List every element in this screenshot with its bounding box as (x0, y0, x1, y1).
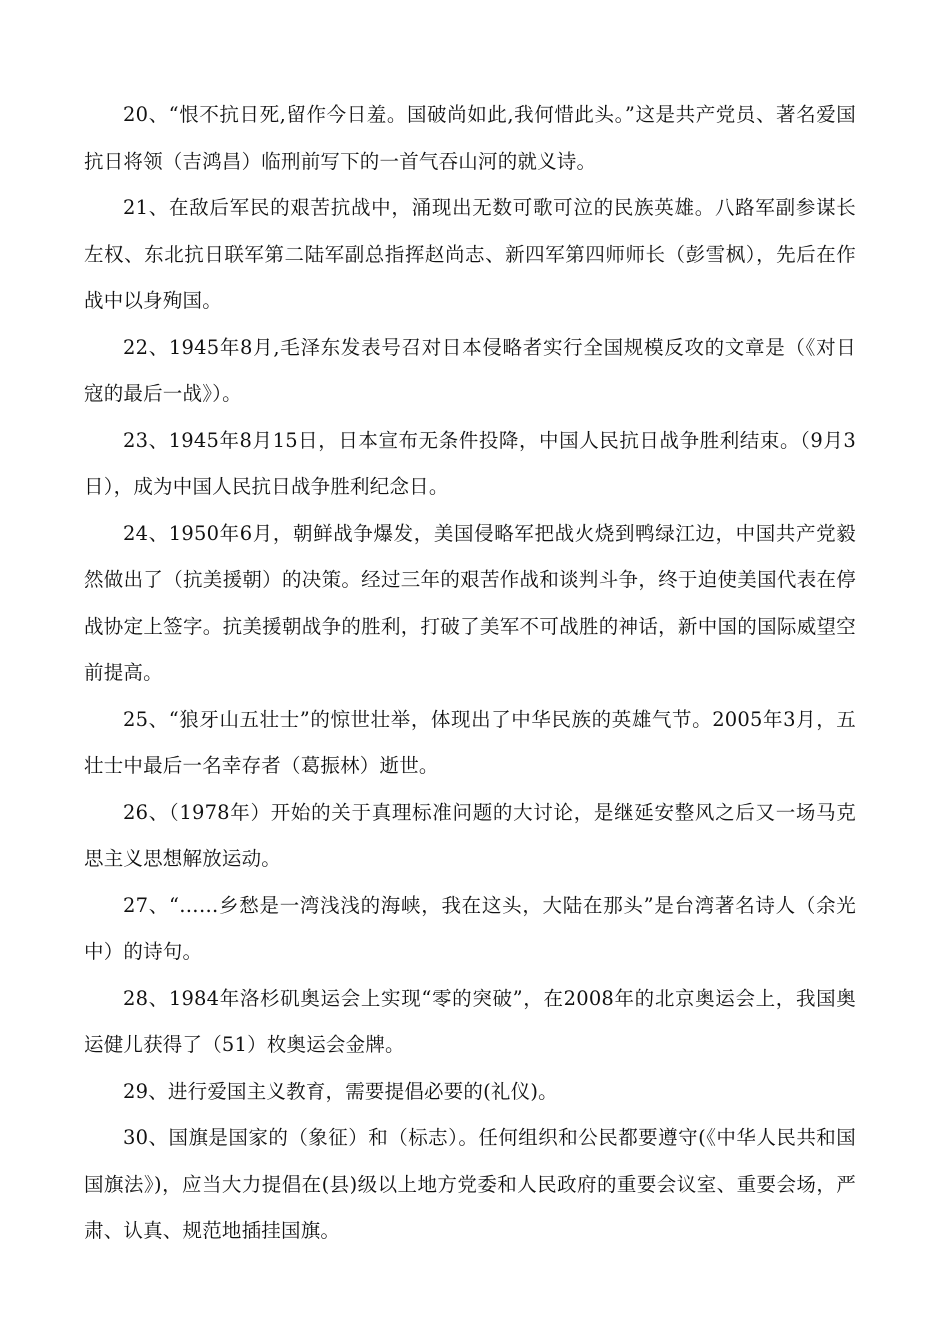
paragraph-25: 25、“狼牙山五壮士”的惊世壮举，体现出了中华民族的英雄气节。2005年3月，五壮士中最后一名幸存者（葛振林）逝世。 (84, 707, 856, 777)
paragraph-30: 30、国旗是国家的（象征）和（标志）。任何组织和公民都要遵守(《中华人民共和国国旗法》)，应当大力提倡在(县)级以上地方党委和人民政府的重要会议室、重要会场，严肃、认真、规范地插挂国旗。 (84, 1126, 856, 1242)
paragraph-24: 24、1950年6月，朝鲜战争爆发，美国侵略军把战火烧到鸭绿江边，中国共产党毅然做出了（抗美援朝）的决策。经过三年的艰苦作战和谈判斗争，终于迫使美国代表在停战协定上签字。抗美援朝战争的胜利，打破了美军不可战胜的神话，新中国的国际威望空前提高。 (84, 521, 856, 684)
document-body (84, 92, 856, 1255)
paragraph-27: 27、“……乡愁是一湾浅浅的海峡，我在这头，大陆在那头”是台湾著名诗人（余光中）的诗句。 (84, 893, 856, 963)
paragraph-20: 20、“恨不抗日死,留作今日羞。国破尚如此,我何惜此头。”这是共产党员、著名爱国抗日将领（吉鸿昌）临刑前写下的一首气吞山河的就义诗。 (84, 103, 856, 173)
paragraph-28: 28、1984年洛杉矶奥运会上实现“零的突破”，在2008年的北京奥运会上，我国奥运健儿获得了（51）枚奥运会金牌。 (84, 986, 856, 1056)
paragraph-26: 26、（1978年）开始的关于真理标准问题的大讨论，是继延安整风之后又一场马克思主义思想解放运动。 (84, 800, 856, 870)
paragraph-23: 23、1945年8月15日，日本宣布无条件投降，中国人民抗日战争胜利结束。（9月3日），成为中国人民抗日战争胜利纪念日。 (84, 428, 856, 498)
paragraph-22: 22、1945年8月,毛泽东发表号召对日本侵略者实行全国规模反攻的文章是（《对日寇的最后一战》）。 (84, 335, 856, 405)
paragraph-29: 29、进行爱国主义教育，需要提倡必要的(礼仪)。 (123, 1079, 558, 1103)
paragraph-21: 21、在敌后军民的艰苦抗战中，涌现出无数可歌可泣的民族英雄。八路军副参谋长左权、东北抗日联军第二陆军副总指挥赵尚志、新四军第四师师长（彭雪枫），先后在作战中以身殉国。 (84, 196, 856, 312)
